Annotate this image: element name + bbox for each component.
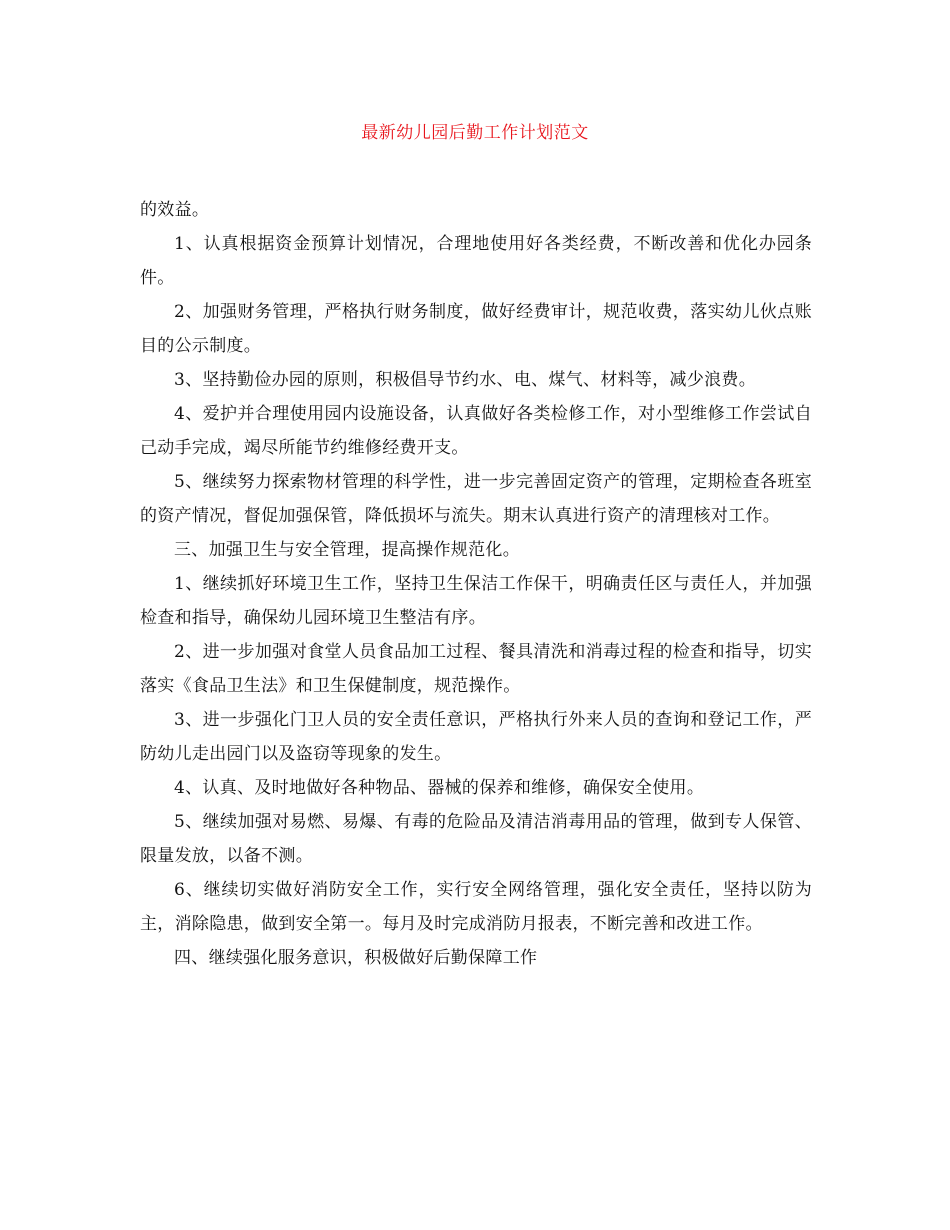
section-heading: 四、继续强化服务意识，积极做好后勤保障工作 [174,948,538,968]
document-title: 最新幼儿园后勤工作计划范文 [361,123,589,143]
paragraph: 4、爱护并合理使用园内设施设备，认真做好各类检修工作，对小型维修工作尝试自己动手完成，竭尽所能节约维修经费开支。 [140,404,812,458]
paragraph: 2、进一步加强对食堂人员食品加工过程、餐具清洗和消毒过程的检查和指导，切实落实《食品卫生法》和卫生保健制度，规范操作。 [140,642,812,696]
paragraph-continuation: 的效益。 [140,200,210,220]
paragraph: 2、加强财务管理，严格执行财务制度，做好经费审计，规范收费，落实幼儿伙点账目的公示制度。 [140,302,812,356]
paragraph: 5、继续加强对易燃、易爆、有毒的危险品及清洁消毒用品的管理，做到专人保管、限量发放，以备不测。 [140,812,812,866]
paragraph: 3、坚持勤俭办园的原则，积极倡导节约水、电、煤气、材料等，减少浪费。 [174,370,757,390]
paragraph: 1、认真根据资金预算计划情况，合理地使用好各类经费，不断改善和优化办园条件。 [140,234,812,288]
document-body [140,193,812,975]
paragraph: 6、继续切实做好消防安全工作，实行安全网络管理，强化安全责任，坚持以防为主，消除隐患，做到安全第一。每月及时完成消防月报表，不断完善和改进工作。 [140,880,812,934]
paragraph: 1、继续抓好环境卫生工作，坚持卫生保洁工作保干，明确责任区与责任人，并加强检查和指导，确保幼儿园环境卫生整洁有序。 [140,574,812,628]
section-heading: 三、加强卫生与安全管理，提高操作规范化。 [174,540,520,560]
paragraph: 4、认真、及时地做好各种物品、器械的保养和维修，确保安全使用。 [174,778,705,798]
paragraph: 5、继续努力探索物材管理的科学性，进一步完善固定资产的管理，定期检查各班室的资产情况，督促加强保管，降低损坏与流失。期末认真进行资产的清理核对工作。 [140,472,812,526]
paragraph: 3、进一步强化门卫人员的安全责任意识，严格执行外来人员的查询和登记工作，严防幼儿走出园门以及盗窃等现象的发生。 [140,710,812,764]
